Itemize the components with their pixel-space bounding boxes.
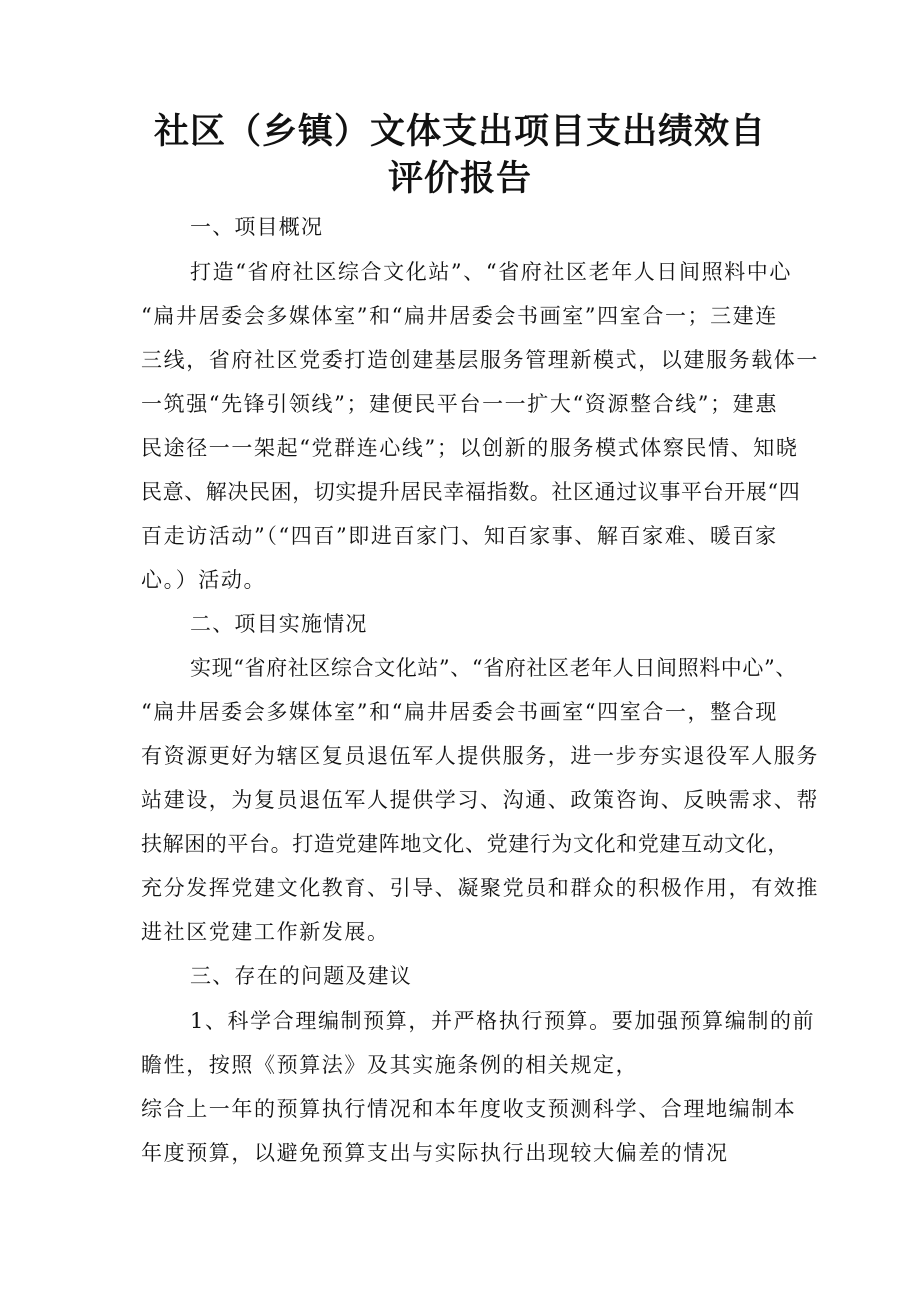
paragraph-line: 扶解困的平台。打造党建阵地文化、党建行为文化和党建互动文化， [141, 832, 789, 856]
paragraph-line: “扁井居委会多媒体室”和“扁井居委会书画室“四室合一，整合现 [141, 700, 778, 724]
paragraph-line: 三线，省府社区党委打造创建基层服务管理新模式，以建服务载体一 [141, 348, 819, 372]
section-2-heading: 二、项目实施情况 [190, 612, 368, 636]
paragraph-line: 充分发挥党建文化教育、引导、凝聚党员和群众的积极作用，有效推 [141, 876, 819, 900]
paragraph-line: 有资源更好为辖区复员退伍军人提供服务，进一步夯实退役军人服务 [141, 744, 819, 768]
paragraph-line: 站建设，为复员退伍军人提供学习、沟通、政策咨询、反映需求、帮 [141, 788, 819, 812]
paragraph-line: 一筑强“先锋引领线”；建便民平台一一扩大“资源整合线”；建惠 [141, 392, 778, 416]
paragraph-line: 民途径一一架起“党群连心线”；以创新的服务模式体察民情、知晓 [141, 436, 799, 460]
paragraph-line: 心。）活动。 [141, 568, 267, 592]
paragraph-line: 综合上一年的预算执行情况和本年度收支预测科学、合理地编制本 [141, 1097, 797, 1121]
paragraph-line: 1、科学合理编制预算，并严格执行预算。要加强预算编制的前 [190, 1009, 816, 1033]
paragraph-line: 进社区党建工作新发展。 [141, 920, 390, 944]
section-1-heading: 一、项目概况 [190, 215, 324, 239]
paragraph-line: 实现“省府社区综合文化站”、“省府社区老年人日间照料中心”、 [190, 656, 797, 680]
paragraph-line: 民意、解决民困，切实提升居民幸福指数。社区通过议事平台开展“四 [141, 480, 801, 504]
paragraph-line: 年度预算，以避免预算支出与实际执行出现较大偏差的情况 [141, 1141, 729, 1165]
document-title-line-2: 评价报告 [387, 159, 532, 199]
document-title-line-1: 社区（乡镇）文体支出项目支出绩效自 [153, 112, 766, 152]
paragraph-line: 瞻性，按照《预算法》及其实施条例的相关规定， [141, 1053, 639, 1077]
paragraph-line: “扁井居委会多媒体室”和“扁井居委会书画室”四室合一；三建连 [141, 304, 778, 328]
section-3-heading: 三、存在的问题及建议 [190, 964, 412, 988]
paragraph-line: 百走访活动”（“四百”即进百家门、知百家事、解百家难、暖百家 [141, 524, 778, 548]
paragraph-line: 打造“省府社区综合文化站”、“省府社区老年人日间照料中心 [190, 260, 793, 284]
